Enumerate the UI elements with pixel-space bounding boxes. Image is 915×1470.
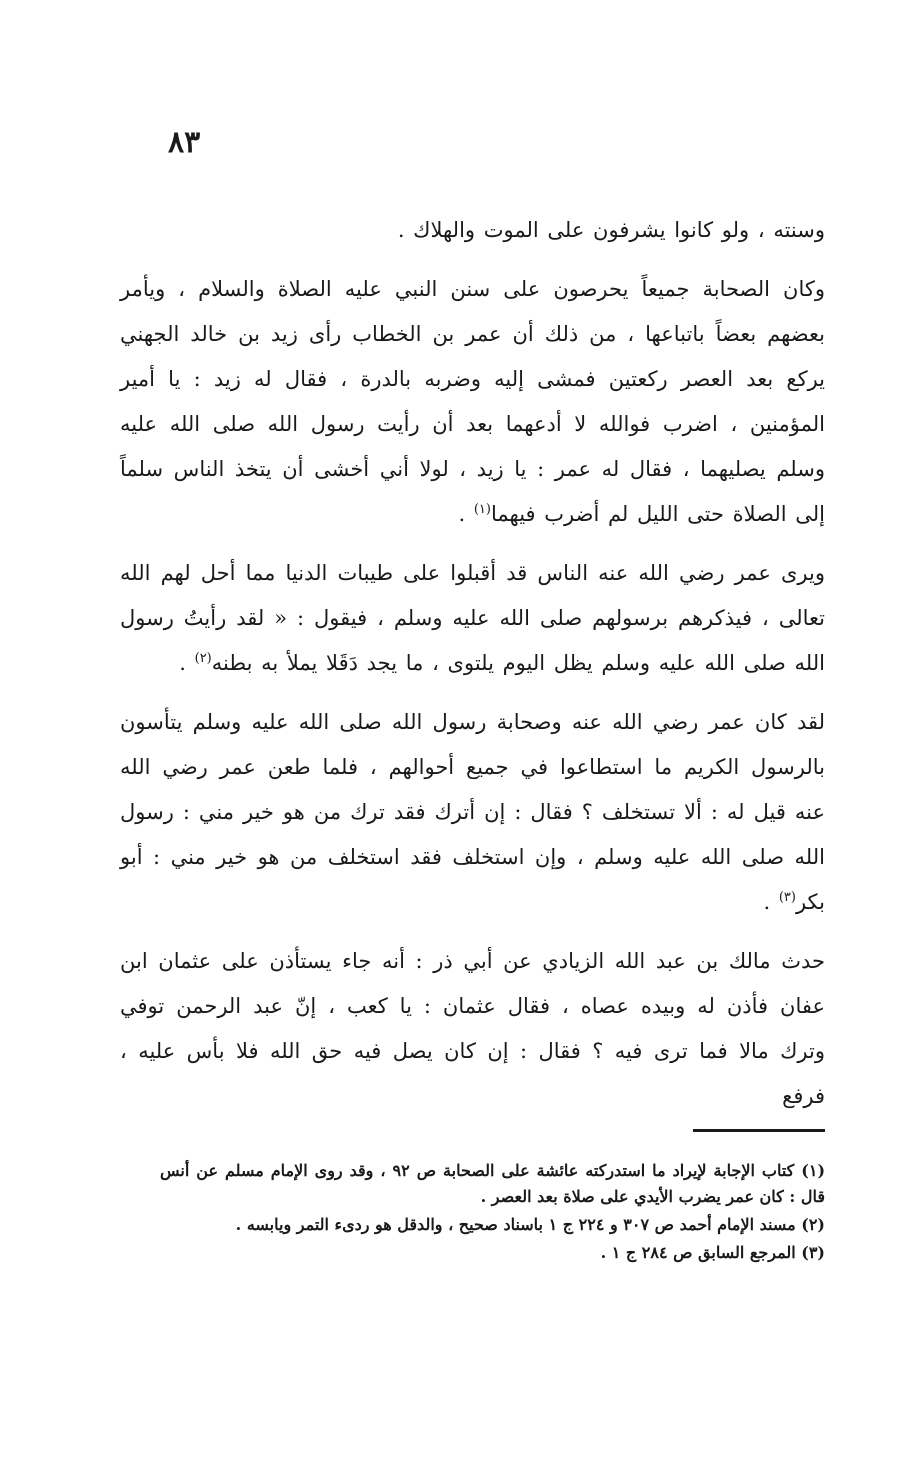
paragraph-sahaba [120, 267, 825, 537]
paragraph-tail: . [458, 502, 474, 526]
footnote-ref-1: (١) [473, 502, 491, 517]
footnote-ref-3: (٣) [778, 890, 796, 905]
paragraph-text [120, 267, 825, 537]
footnote-1: (١) كتاب الإجابة لإيراد ما استدركته عائشة على الصحابة ص ٩٢ ، وقد روى الإمام مسلم عن أنس قال : كان عمر يضرب الأيدي على صلاة بعد العصر . [160, 1161, 826, 1206]
footnotes [160, 1158, 825, 1268]
paragraph-body: وكان الصحابة جميعاً يحرصون على سنن النبي عليه الصلاة والسلام ، ويأمر بعضهم بعضاً باتباعها ، من ذلك أن عمر بن الخطاب رأى زيد بن خالد الجهني يركع بعد العصر ركعتين فمشى إليه وضربه بالدرة ، فقال له زيد : يا أمير المؤمنين ، اضرب فوالله لا أدعهما بعد أن رأيت رسول الله صلى الله عليه وسلم يصليهما ، فقال له عمر : يا زيد ، لولا أني أخشى أن يتخذ الناس سلماً إلى الصلاة حتى الليل لم أضرب فيهما [120, 277, 825, 526]
page-number: ٨٣ [168, 125, 201, 160]
paragraph-body: ويرى عمر رضي الله عنه الناس قد أقبلوا على طيبات الدنيا مما أحل لهم الله تعالى ، فيذكرهم برسولهم صلى الله عليه وسلم ، فيقول : « لقد رأيتُ رسول الله صلى الله عليه وسلم يظل اليوم يلتوى ، ما يجد دَقَلا يملأ به بطنه [120, 561, 825, 675]
paragraph-text [120, 551, 825, 686]
paragraph-tail: . [179, 651, 195, 675]
paragraph-uthman [120, 939, 825, 1119]
footnote-divider [693, 1129, 825, 1132]
paragraph-text: حدث مالك بن عبد الله الزيادي عن أبي ذر : أنه جاء يستأذن على عثمان ابن عفان فأذن له وبيده عصاه ، فقال عثمان : يا كعب ، إنّ عبد الرحمن توفي وترك مالا فما ترى فيه ؟ فقال : إن كان يصل فيه حق الله فلا بأس عليه ، فرفع [120, 949, 825, 1108]
footnote-3: (٣) المرجع السابق ص ٢٨٤ ج ١ . [600, 1243, 825, 1262]
paragraph-istikhlaf [120, 700, 825, 925]
paragraph-text: وسنته ، ولو كانوا يشرفون على الموت والهلاك . [397, 218, 825, 242]
paragraph-body: لقد كان عمر رضي الله عنه وصحابة رسول الله صلى الله عليه وسلم يتأسون بالرسول الكريم ما استطاعوا في جميع أحوالهم ، فلما طعن عمر رضي الله عنه قيل له : ألا تستخلف ؟ فقال : إن أترك فقد ترك من هو خير مني : رسول الله صلى الله عليه وسلم ، وإن استخلف فقد استخلف من هو خير مني : أبو بكر [120, 710, 825, 914]
paragraph-tail: . [763, 890, 779, 914]
body-text [120, 208, 825, 1119]
paragraph-dunya [120, 551, 825, 686]
footnote-2: (٢) مسند الإمام أحمد ص ٣٠٧ و ٢٢٤ ج ١ باسناد صحيح ، والدقل هو ردىء التمر ويابسه . [235, 1215, 825, 1234]
footnote-ref-2: (٢) [194, 651, 212, 666]
paragraph-intro [120, 208, 825, 253]
paragraph-text [120, 700, 825, 925]
